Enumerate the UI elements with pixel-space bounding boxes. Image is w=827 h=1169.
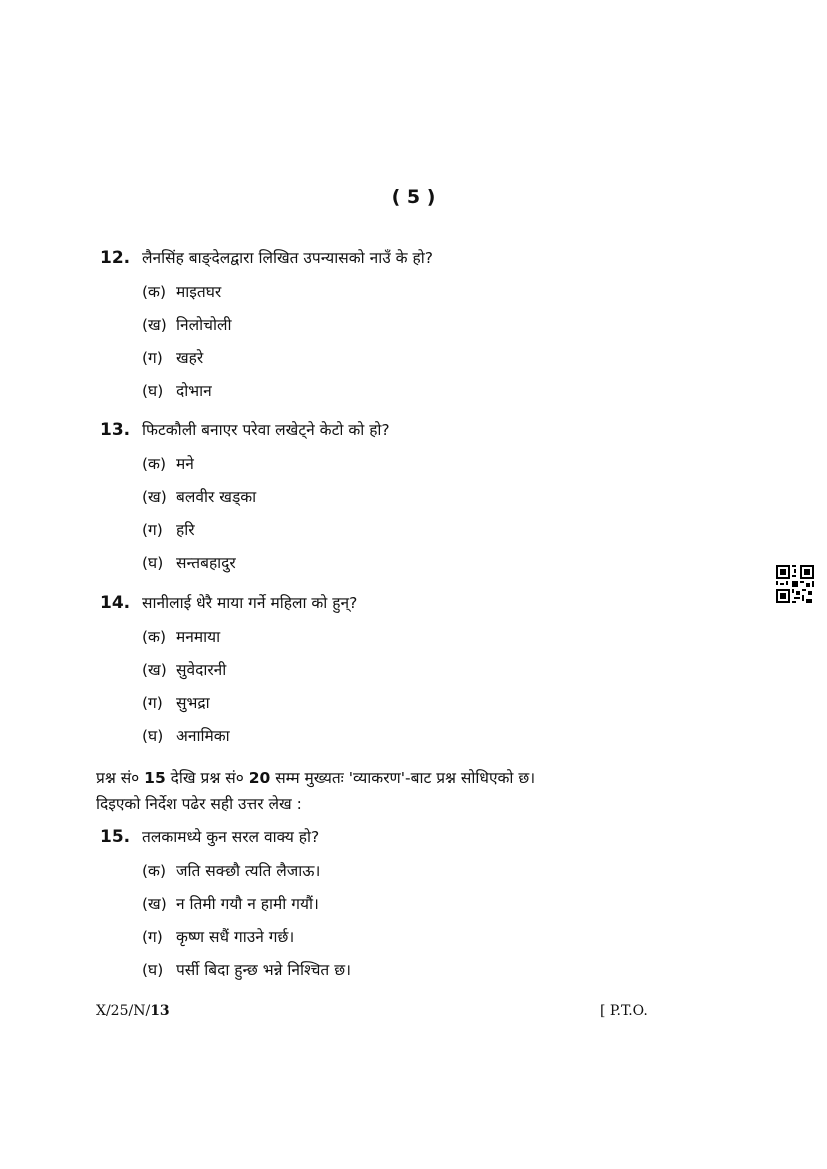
option-label: (ख)	[142, 661, 167, 679]
option-ka	[142, 280, 433, 313]
option-ka	[142, 625, 357, 658]
option-ga	[142, 346, 433, 379]
option-text: मनमाया	[176, 628, 221, 646]
option-label: (ग)	[142, 521, 163, 539]
option-gha	[142, 379, 433, 412]
question-13	[100, 418, 390, 584]
option-label: (ख)	[142, 488, 167, 506]
option-ga	[142, 925, 351, 958]
option-ga	[142, 518, 390, 551]
option-text: सन्तबहादुर	[176, 554, 236, 572]
option-label: (ख)	[142, 316, 167, 334]
question-number: 12.	[100, 248, 131, 268]
option-text: बलवीर खड्का	[176, 488, 257, 506]
option-label: (घ)	[142, 727, 164, 745]
option-text: कृष्ण सधैं गाउने गर्छ।	[176, 928, 295, 946]
question-text: सानीलाई धेरै माया गर्ने महिला को हुन्?	[142, 594, 358, 612]
option-label: (क)	[142, 862, 166, 880]
option-text: निलोचोली	[176, 316, 232, 334]
option-kha	[142, 892, 351, 925]
option-ka	[142, 859, 351, 892]
paper-code	[96, 1003, 170, 1019]
option-text: सुभद्रा	[176, 694, 210, 712]
option-label: (घ)	[142, 961, 164, 979]
instruction-to-number: 20	[248, 769, 271, 787]
option-text: दोभान	[176, 382, 212, 400]
instruction-line-1	[96, 765, 756, 791]
option-ga	[142, 691, 357, 724]
option-text: माइतघर	[176, 283, 222, 301]
option-text: अनामिका	[176, 727, 230, 745]
options-list	[142, 859, 351, 991]
option-label: (घ)	[142, 554, 164, 572]
option-label: (क)	[142, 283, 166, 301]
options-list	[142, 280, 433, 412]
option-label: (ग)	[142, 694, 163, 712]
option-ka	[142, 452, 390, 485]
paper-code-prefix: X/25/N/	[96, 1003, 151, 1019]
paper-code-number: 13	[150, 1003, 170, 1019]
option-label: (घ)	[142, 382, 164, 400]
option-label: (ग)	[142, 928, 163, 946]
option-gha	[142, 551, 390, 584]
option-text: हरि	[176, 521, 195, 539]
question-15	[100, 825, 351, 991]
pto-label: [ P.T.O.	[600, 1003, 648, 1019]
page-number: ( 5 )	[391, 186, 436, 208]
question-number: 14.	[100, 593, 131, 613]
instruction-line-2: दिइएको निर्देश पढेर सही उत्तर लेख :	[96, 795, 302, 813]
option-label: (क)	[142, 455, 166, 473]
option-label: (क)	[142, 628, 166, 646]
option-gha	[142, 724, 357, 757]
question-text: तलकामध्ये कुन सरल वाक्य हो?	[142, 828, 320, 846]
option-label: (ग)	[142, 349, 163, 367]
option-text: सुवेदारनी	[176, 661, 227, 679]
option-kha	[142, 658, 357, 691]
options-list	[142, 452, 390, 584]
option-text: पर्सी बिदा हुन्छ भन्ने निश्चित छ।	[176, 961, 351, 979]
option-label: (ख)	[142, 895, 167, 913]
option-gha	[142, 958, 351, 991]
section-instruction	[96, 765, 756, 817]
question-text: लैनसिंह बाङ्देलद्वारा लिखित उपन्यासको नाउँ के हो?	[142, 249, 433, 267]
question-number: 15.	[100, 827, 131, 847]
option-text: जति सक्छौ त्यति लैजाऊ।	[176, 862, 321, 880]
option-text: खहरे	[176, 349, 204, 367]
options-list	[142, 625, 357, 757]
question-number: 13.	[100, 420, 131, 440]
qr-code-icon	[776, 565, 814, 603]
question-12	[100, 246, 433, 412]
option-kha	[142, 485, 390, 518]
instruction-from-number: 15	[144, 769, 166, 787]
instruction-suffix: सम्म मुख्यतः 'व्याकरण'-बाट प्रश्न सोधिएको छ।	[270, 769, 536, 787]
question-text: फिटकौली बनाएर परेवा लखेट्ने केटो को हो?	[142, 421, 390, 439]
option-text: न तिमी गयौ न हामी गयौं।	[176, 895, 319, 913]
question-14	[100, 591, 357, 757]
option-kha	[142, 313, 433, 346]
instruction-middle: देखि प्रश्न सं०	[165, 769, 249, 787]
instruction-prefix: प्रश्न सं०	[96, 769, 145, 787]
option-text: मने	[176, 455, 194, 473]
